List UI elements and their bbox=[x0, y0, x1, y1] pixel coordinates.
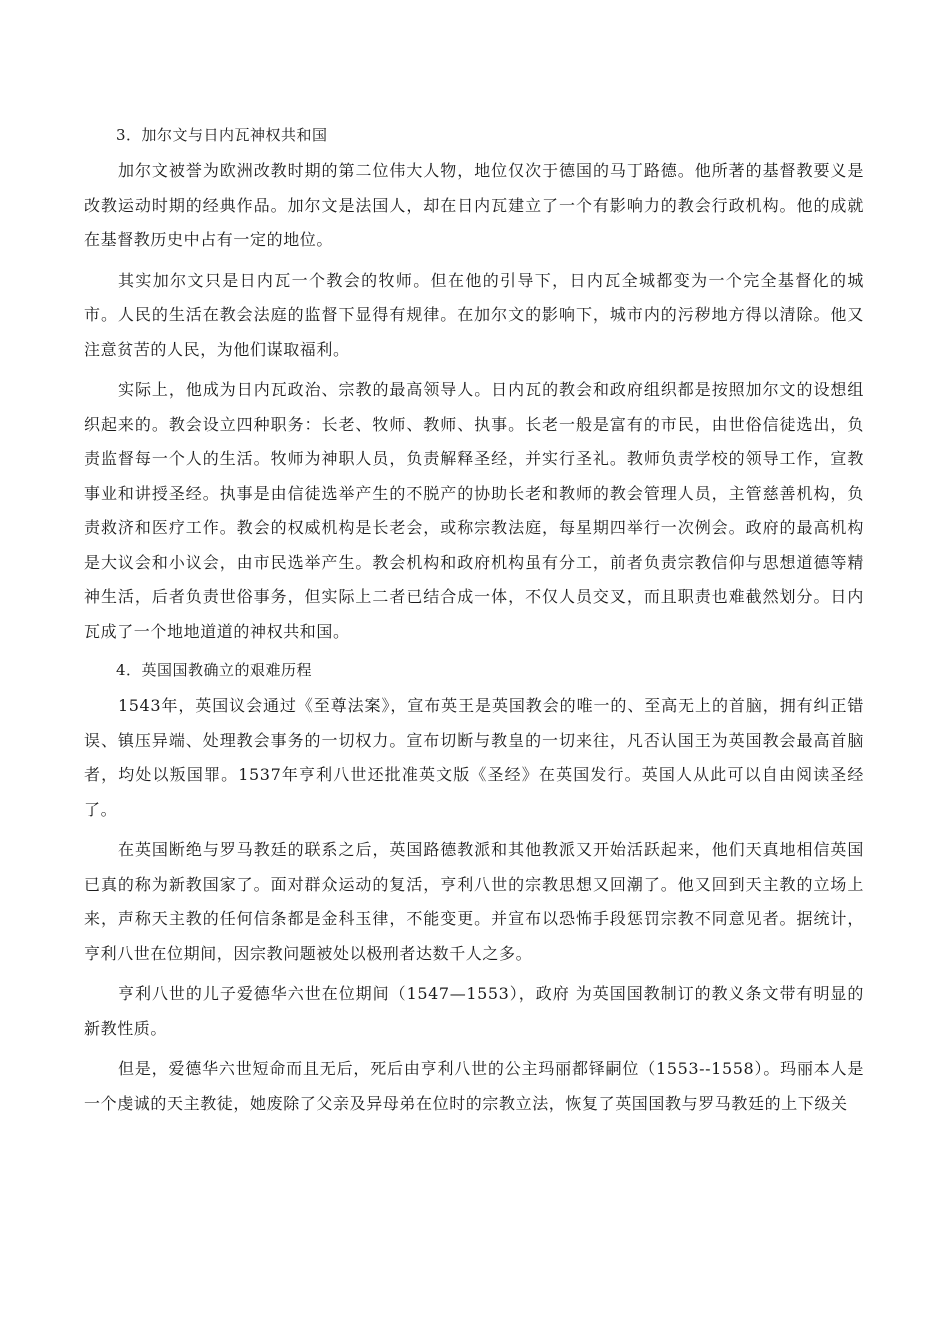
document-page bbox=[84, 120, 864, 1127]
paragraph: 亨利八世的儿子爱德华六世在位期间（1547—1553），政府 为英国国教制订的教义条文带有明显的新教性质。 bbox=[84, 984, 864, 1038]
paragraph: 其实加尔文只是日内瓦一个教会的牧师。但在他的引导下，日内瓦全城都变为一个完全基督化的城市。人民的生活在教会法庭的监督下显得有规律。在加尔文的影响下，城市内的污秽地方得以清除。他又注意贫苦的人民，为他们谋取福利。 bbox=[84, 270, 864, 359]
paragraph: 加尔文被誉为欧洲改教时期的第二位伟大人物，地位仅次于德国的马丁路德。他所著的基督教要义是改教运动时期的经典作品。加尔文是法国人，却在日内瓦建立了一个有影响力的教会行政机构。他的成就在基督教历史中占有一定的地位。 bbox=[84, 161, 864, 249]
paragraph: 但是，爱德华六世短命而且无后，死后由亨利八世的公主玛丽都铎嗣位（1553--1558）。玛丽本人是一个虔诚的天主教徒，她废除了父亲及异母弟在位时的宗教立法，恢复了英国国教与罗马教廷的上下级关 bbox=[84, 1059, 864, 1113]
section-calvin-geneva bbox=[84, 120, 864, 649]
section-heading: 3．加尔文与日内瓦神权共和国 bbox=[116, 126, 328, 144]
paragraph: 1543年，英国议会通过《至尊法案》，宣布英王是英国教会的唯一的、至高无上的首脑，拥有纠正错误、镇压异端、处理教会事务的一切权力。宣布切断与教皇的一切来往，凡否认国王为英国教会最高首脑者，均处以叛国罪。1537年亨利八世还批准英文版《圣经》在英国发行。英国人从此可以自由阅读圣经了。 bbox=[84, 696, 864, 819]
paragraph: 在英国断绝与罗马教廷的联系之后，英国路德教派和其他教派又开始活跃起来，他们天真地相信英国已真的称为新教国家了。面对群众运动的复活，亨利八世的宗教思想又回潮了。他又回到天主教的立场上来，声称天主教的任何信条都是金科玉律，不能变更。并宣布以恐怖手段惩罚宗教不同意见者。据统计，亨利八世在位期间，因宗教问题被处以极刑者达数千人之多。 bbox=[84, 840, 864, 963]
section-english-church bbox=[84, 655, 864, 1121]
section-heading: 4．英国国教确立的艰难历程 bbox=[116, 661, 313, 679]
paragraph: 实际上，他成为日内瓦政治、宗教的最高领导人。日内瓦的教会和政府组织都是按照加尔文的设想组织起来的。教会设立四种职务：长老、牧师、教师、执事。长老一般是富有的市民，由世俗信徒选出，负责监督每一个人的生活。牧师为神职人员，负责解释圣经，并实行圣礼。教师负责学校的领导工作，宣教事业和讲授圣经。执事是由信徒选举产生的不脱产的协助长老和教师的教会管理人员，主管慈善机构，负责救济和医疗工作。教会的权威机构是长老会，或称宗教法庭，每星期四举行一次例会。政府的最高机构是大议会和小议会，由市民选举产生。教会机构和政府机构虽有分工，前者负责宗教信仰与思想道德等精神生活，后者负责世俗事务，但实际上二者已结合成一体，不仅人员交叉，而且职责也难截然划分。日内瓦成了一个地地道道的神权共和国。 bbox=[84, 380, 864, 641]
